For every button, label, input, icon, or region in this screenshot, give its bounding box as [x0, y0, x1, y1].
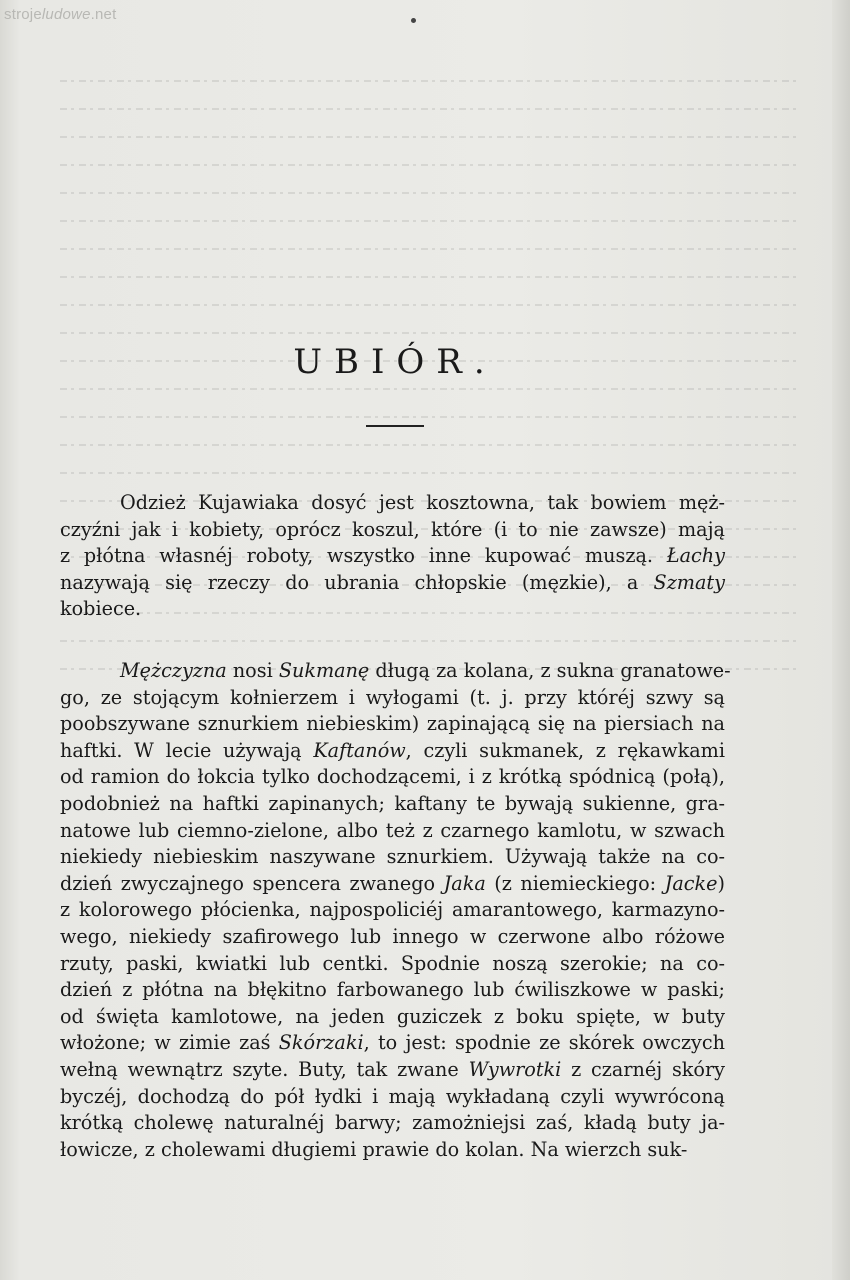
text-run: dzień zwyczajnego spencera zwanego: [60, 871, 444, 895]
italic-term: Sukmanę: [278, 659, 370, 682]
italic-term: Łachy: [666, 544, 725, 568]
text-run: haftki. W lecie używają: [60, 738, 314, 762]
text-run: poobszywane sznurkiem niebieskim) zapinającą się na piersiach na: [60, 712, 725, 736]
text-run: wełną wewnątrz szyte. Buty, tak zwane: [60, 1057, 469, 1081]
text-line: [60, 490, 725, 517]
ink-dot: [411, 18, 416, 23]
text-run: , to jest: spodnie ze skórek owczych: [363, 1031, 725, 1055]
text-line: [60, 871, 725, 898]
text-line: [60, 818, 725, 845]
italic-term: Mężczyzna: [120, 659, 227, 682]
text-line: [60, 1137, 725, 1164]
page-edge-shadow: [832, 0, 850, 1280]
text-run: z czarnéj skóry: [561, 1057, 725, 1081]
site-watermark: [4, 6, 116, 23]
text-line: [60, 596, 725, 623]
text-run: podobnież na haftki zapinanych; kaftany te bywają sukienne, gra-: [60, 791, 725, 815]
text-run: kobiece.: [60, 597, 142, 621]
text-run: Odzież Kujawiaka dosyć jest kosztowna, tak bowiem męż-: [120, 491, 725, 514]
watermark-suffix: .net: [90, 6, 117, 23]
text-line: [60, 951, 725, 978]
text-run: ): [717, 871, 725, 895]
text-run: od ramion do łokcia tylko dochodzącemi, i z krótką spódnicą (połą),: [60, 765, 725, 789]
italic-term: Kaftanów: [313, 738, 406, 762]
text-run: wego, niekiedy szafirowego lub innego w czerwone albo różowe: [60, 924, 725, 948]
text-line: [60, 543, 725, 570]
paragraph-2: [60, 658, 731, 1163]
text-run: rzuty, paski, kwiatki lub centki. Spodnie noszą szerokie; na co-: [60, 951, 725, 975]
text-run: nazywają się rzeczy do ubrania chłopskie (męzkie), a: [60, 570, 654, 594]
text-line: [60, 1004, 725, 1031]
text-run: z płótna własnéj roboty, wszystko inne kupować muszą.: [60, 544, 667, 568]
text-line: [60, 897, 725, 924]
text-line: [60, 658, 731, 685]
chapter-title: UBIÓR.: [293, 342, 497, 382]
text-line: [60, 1057, 725, 1084]
italic-term: Jaka: [443, 871, 486, 895]
text-run: , czyli sukmanek, z rękawkami: [405, 738, 725, 762]
text-line: [60, 570, 725, 597]
text-line: [60, 977, 725, 1004]
text-line: [60, 764, 725, 791]
text-run: od święta kamlotowe, na jeden guziczek z boku spięte, w buty: [60, 1004, 725, 1028]
italic-term: Wywrotki: [468, 1057, 562, 1081]
text-run: nosi: [226, 659, 279, 682]
text-run: włożone; w zimie zaś: [60, 1031, 279, 1055]
text-run: go, ze stojącym kołnierzem i wyłogami (t. j. przy któréj szwy są: [60, 685, 725, 709]
title-rule: [366, 425, 424, 427]
text-line: [60, 1084, 725, 1111]
text-line: [60, 711, 725, 738]
italic-term: Skórzaki: [278, 1031, 364, 1055]
paragraph-1: [60, 490, 725, 623]
text-line: [60, 1030, 725, 1057]
italic-term: Jacke: [664, 871, 718, 895]
text-run: byczéj, dochodzą do pół łydki i mają wykładaną czyli wywróconą: [60, 1084, 725, 1108]
text-line: [60, 791, 725, 818]
text-run: niekiedy niebieskim naszywane sznurkiem. Używają także na co-: [60, 845, 725, 869]
text-run: krótką cholewę naturalnéj barwy; zamożniejsi zaś, kładą buty ja-: [60, 1111, 725, 1135]
text-run: z kolorowego płócienka, najpospoliciéj amarantowego, karmazyno-: [60, 898, 725, 922]
text-line: [60, 924, 725, 951]
text-line: [60, 844, 725, 871]
text-run: długą za kolana, z sukna granatowe-: [369, 659, 731, 682]
text-run: natowe lub ciemno-zielone, albo też z czarnego kamlotu, w szwach: [60, 818, 725, 842]
text-line: [60, 1110, 725, 1137]
text-line: [60, 517, 725, 544]
watermark-italic: ludowe: [41, 6, 91, 23]
text-run: łowicze, z cholewami długiemi prawie do kolan. Na wierzch suk-: [60, 1137, 688, 1161]
watermark-prefix: stroje: [4, 6, 42, 23]
text-run: (z niemieckiego:: [485, 871, 665, 895]
italic-term: Szmaty: [653, 570, 725, 594]
text-run: dzień z płótna na błękitno farbowanego lub ćwiliszkowe w paski;: [60, 978, 725, 1002]
text-run: czyźni jak i kobiety, oprócz koszul, które (i to nie zawsze) mają: [60, 517, 725, 541]
text-line: [60, 738, 725, 765]
text-line: [60, 685, 725, 712]
